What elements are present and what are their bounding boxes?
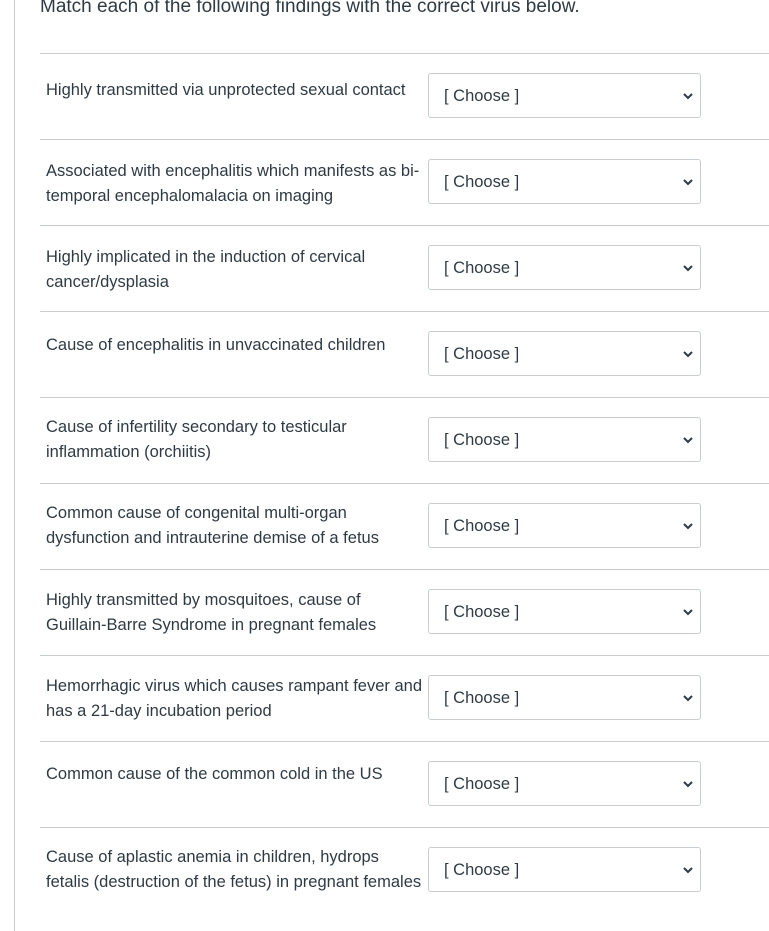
chevron-down-icon	[682, 692, 694, 704]
virus-select[interactable]	[428, 675, 701, 720]
chevron-down-icon	[682, 606, 694, 618]
virus-select[interactable]	[428, 761, 701, 806]
virus-select[interactable]	[428, 331, 701, 376]
virus-select[interactable]	[428, 245, 701, 290]
match-row	[40, 225, 769, 311]
virus-select[interactable]	[428, 503, 701, 548]
finding-label: Common cause of congenital multi-organ dysfunction and intrauterine demise of a fetus	[46, 504, 379, 547]
select-value: [ Choose ]	[444, 259, 520, 277]
match-row	[40, 655, 769, 741]
chevron-down-icon	[682, 520, 694, 532]
select-value: [ Choose ]	[444, 173, 520, 191]
select-value: [ Choose ]	[444, 345, 520, 363]
select-value: [ Choose ]	[444, 603, 520, 621]
chevron-down-icon	[682, 262, 694, 274]
select-value: [ Choose ]	[444, 517, 520, 535]
match-row	[40, 311, 769, 397]
chevron-down-icon	[682, 864, 694, 876]
chevron-down-icon	[682, 176, 694, 188]
finding-label: Cause of infertility secondary to testicular inflammation (orchiitis)	[46, 418, 347, 461]
match-row	[40, 139, 769, 225]
finding-label: Hemorrhagic virus which causes rampant fever and has a 21-day incubation period	[46, 677, 422, 720]
match-row	[40, 397, 769, 483]
select-value: [ Choose ]	[444, 87, 520, 105]
match-row	[40, 827, 769, 928]
finding-label: Highly implicated in the induction of cervical cancer/dysplasia	[46, 248, 366, 291]
select-value: [ Choose ]	[444, 775, 520, 793]
finding-label: Associated with encephalitis which manifests as bi-temporal encephalomalacia on imaging	[46, 162, 420, 205]
select-value: [ Choose ]	[444, 861, 520, 879]
match-row	[40, 53, 769, 139]
match-row	[40, 483, 769, 569]
chevron-down-icon	[682, 90, 694, 102]
match-row	[40, 741, 769, 827]
answer-rows	[40, 53, 769, 928]
left-border	[14, 0, 15, 931]
select-value: [ Choose ]	[444, 431, 520, 449]
select-value: [ Choose ]	[444, 689, 520, 707]
virus-select[interactable]	[428, 847, 701, 892]
virus-select[interactable]	[428, 589, 701, 634]
virus-select[interactable]	[428, 73, 701, 118]
finding-label: Cause of encephalitis in unvaccinated children	[46, 336, 386, 354]
virus-select[interactable]	[428, 159, 701, 204]
chevron-down-icon	[682, 434, 694, 446]
match-row	[40, 569, 769, 655]
finding-label: Common cause of the common cold in the US	[46, 765, 383, 783]
finding-label: Cause of aplastic anemia in children, hydrops fetalis (destruction of the fetus) in pregnant females	[46, 848, 422, 891]
virus-select[interactable]	[428, 417, 701, 462]
chevron-down-icon	[682, 348, 694, 360]
finding-label: Highly transmitted by mosquitoes, cause of Guillain-Barre Syndrome in pregnant females	[46, 591, 377, 634]
finding-label: Highly transmitted via unprotected sexual contact	[46, 81, 406, 99]
question-prompt: Match each of the following findings with the correct virus below.	[40, 0, 580, 17]
chevron-down-icon	[682, 778, 694, 790]
